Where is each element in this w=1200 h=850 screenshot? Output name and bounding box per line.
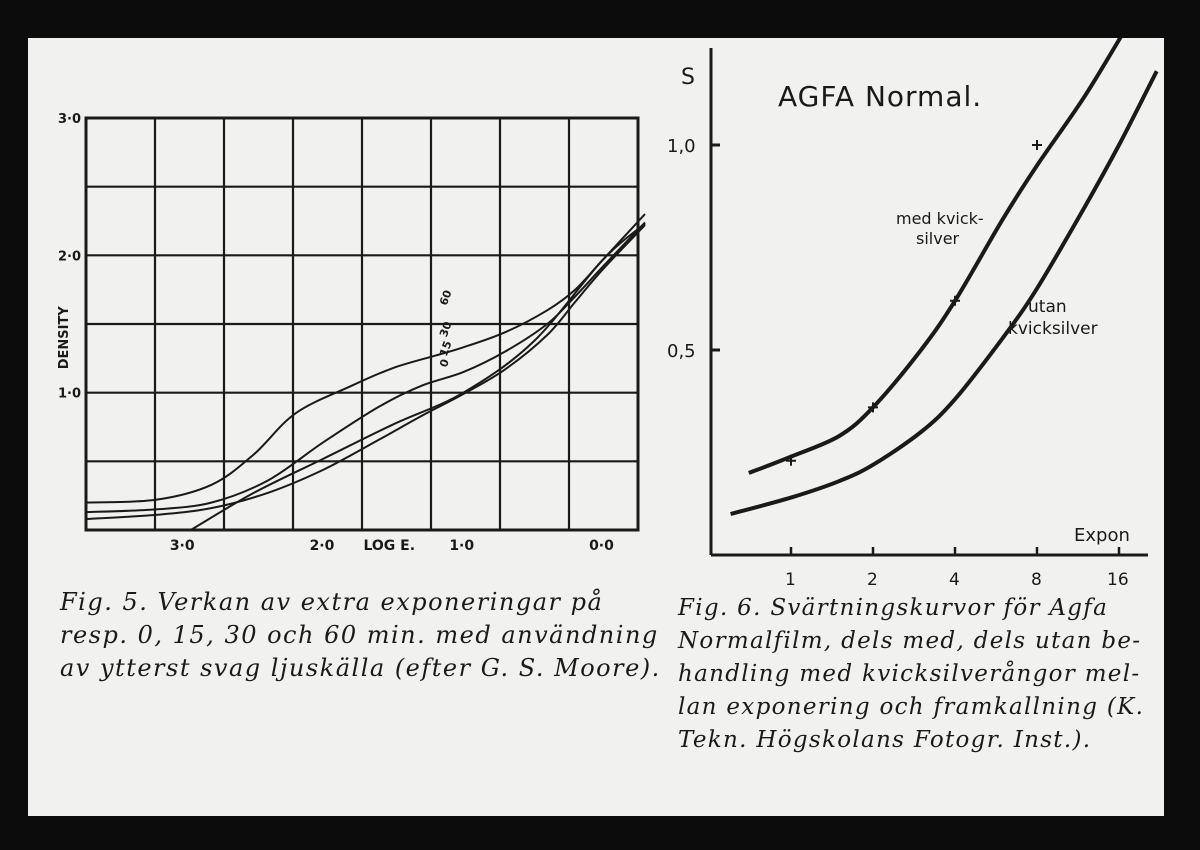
y-tick-label: 1,0 — [667, 136, 696, 157]
y-tick-label: 3·0 — [58, 112, 82, 127]
caption-line: Fig. 6. Svärtningskurvor för Agfa — [678, 595, 1109, 621]
series-line-30 — [86, 222, 645, 512]
y-axis-label: S — [681, 65, 695, 90]
curve-label: 0 — [437, 357, 452, 369]
x-tick-label: 1·0 — [449, 538, 475, 554]
caption-line: handling med kvicksilverångor mel- — [678, 661, 1141, 687]
series-label-utan: utan — [1028, 297, 1067, 317]
fig6-caption — [678, 592, 1144, 757]
caption-line: lan exponering och framkallning (K. — [678, 694, 1145, 720]
fig5-labels — [57, 112, 614, 554]
series-line-utan — [731, 71, 1157, 514]
x-tick-label: 3·0 — [169, 538, 195, 554]
x-axis-label: Expon — [1074, 525, 1130, 546]
curve-label: 30 — [437, 319, 455, 339]
lantern-slide — [28, 38, 1164, 816]
x-tick-label: 1 — [785, 570, 796, 590]
x-tick-label: 2·0 — [309, 538, 335, 554]
series-label-med: silver — [916, 229, 960, 248]
x-tick-label: 16 — [1107, 570, 1129, 590]
data-point-marker — [1032, 140, 1042, 150]
fig5-chart — [57, 112, 645, 554]
series-label-utan: kvicksilver — [1008, 319, 1098, 339]
curve-label: 15 — [437, 339, 455, 358]
series-line-60 — [86, 214, 645, 502]
x-axis-label: LOG E. — [363, 538, 416, 554]
caption-line: av ytterst svag ljuskälla (efter G. S. Moore). — [60, 654, 661, 682]
y-axis-label: DENSITY — [57, 306, 72, 370]
fig5-series — [86, 214, 645, 530]
series-line-15 — [86, 225, 645, 519]
chart-title: AGFA Normal. — [778, 80, 983, 113]
x-tick-label: 2 — [867, 570, 878, 590]
y-tick-label: 1·0 — [58, 386, 82, 402]
caption-line: Tekn. Högskolans Fotogr. Inst.). — [678, 727, 1092, 753]
y-tick-label: 2·0 — [58, 249, 82, 265]
x-tick-label: 8 — [1031, 570, 1042, 590]
fig6-axes — [711, 48, 1148, 555]
fig5-caption — [60, 586, 661, 685]
x-tick-label: 4 — [949, 570, 960, 590]
curve-label: 60 — [437, 288, 455, 308]
x-tick-label: 0·0 — [589, 538, 614, 554]
caption-line: Normalfilm, dels med, dels utan be- — [678, 628, 1142, 654]
series-label-med: med kvick- — [896, 209, 984, 228]
caption-line: Fig. 5. Verkan av extra exponeringar på — [60, 588, 604, 616]
fig5-grid — [86, 118, 638, 530]
y-tick-label: 0,5 — [667, 341, 696, 362]
fig6-chart — [667, 38, 1157, 590]
caption-line: resp. 0, 15, 30 och 60 min. med användning — [60, 621, 659, 649]
